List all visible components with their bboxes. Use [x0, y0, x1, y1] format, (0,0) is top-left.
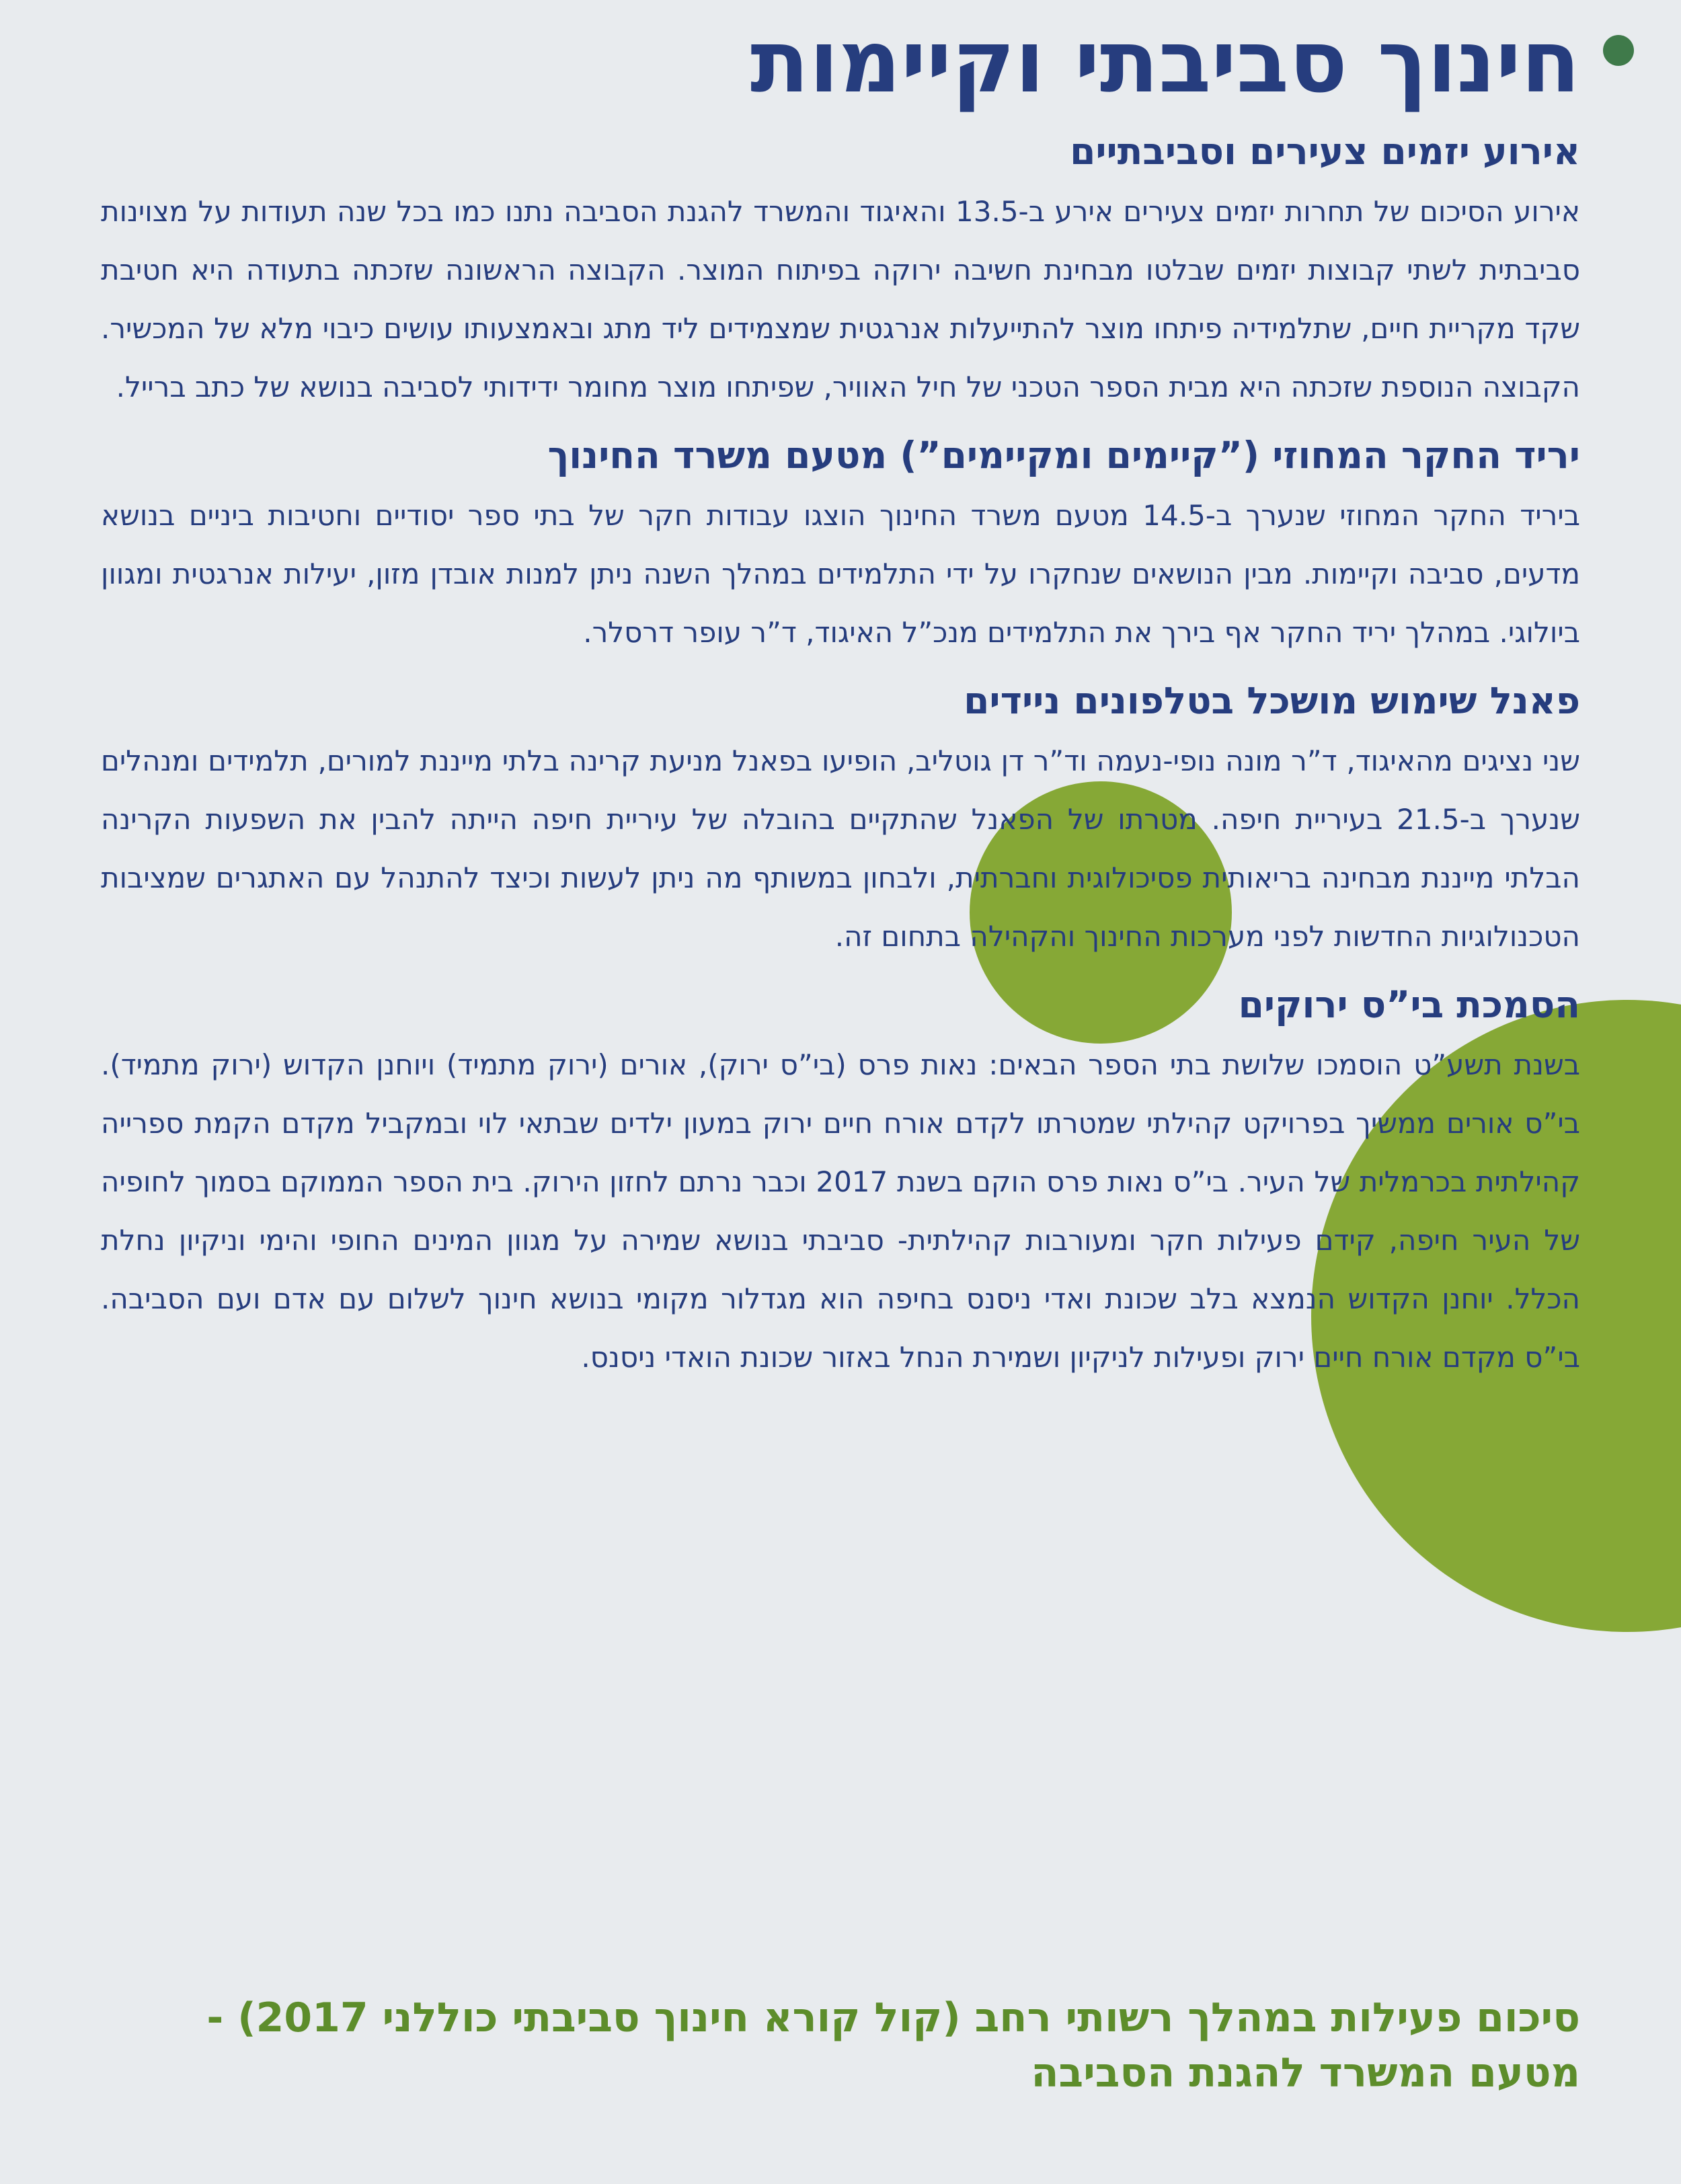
footer-heading: [101, 1990, 1580, 2101]
section-heading-research-fair: יריד החקר המחוזי (”קיימים ומקיימים”) מטעם משרד החינוך: [547, 434, 1580, 477]
footer-heading-line-1: סיכום פעילות במהלך רשותי רחב (קול קורא חינוך סביבתי כוללני 2017) -: [206, 1994, 1580, 2041]
bullet-dot-icon: [1603, 35, 1634, 66]
document-page: [101, 0, 1580, 1387]
section-text-research-fair: ביריד החקר המחוזי שנערך ב-14.5 מטעם משרד החינוך הוצגו עבודות חקר של בתי ספר יסודיים וחטיבות ביניים בנושא מדעים, סביבה וקיימות. מבין הנושאים שנחקרו על ידי התלמידים במהלך השנה ניתן למנות אובדן מזון, יעילות אנרגטית ומגוון ביולוגי. במהלך יריד החקר אף בירך את התלמידים מנכ”ל האיגוד, ד”ר עופר דרסלר.: [101, 499, 1580, 649]
title-row: [101, 0, 1580, 118]
footer-heading-line-2: מטעם המשרד להגנת הסביבה: [1031, 2050, 1580, 2097]
page-title: חינוך סביבתי וקיימות: [750, 11, 1580, 112]
section-heading-green-schools: הסמכת בי”ס ירוקים: [1238, 983, 1580, 1026]
section-heading-mobile-phones-panel: פאנל שימוש מושכל בטלפונים ניידים: [964, 679, 1580, 722]
section-text-young-entrepreneurs: אירוע הסיכום של תחרות יזמים צעירים אירע ב-13.5 והאיגוד והמשרד להגנת הסביבה נתנו כמו בכל שנה תעודות על מצוינות סביבתית לשתי קבוצות יזמים שבלטו מבחינת חשיבה ירוקה בפיתוח המוצר. הקבוצה הראשונה שזכתה בתעודה היא חטיבת שקד מקריית חיים, שתלמידיה פיתחו מוצר להתייעלות אנרגטית שמצמידים ליד מתג ובאמצעותו עושים כיבוי מלא של המכשיר. הקבוצה הנוספת שזכתה היא מבית הספר הטכני של חיל האוויר, שפיתחו מוצר מחומר ידידותי לסביבה בנושא של כתב ברייל.: [101, 195, 1581, 403]
section-heading-young-entrepreneurs: אירוע יזמים צעירים וסביבתיים: [1070, 130, 1580, 173]
section-text-green-schools: בשנת תשע”ט הוסמכו שלושת בתי הספר הבאים: נאות פרס (בי”ס ירוק), אורים (ירוק מתמיד) ויוחנן הקדוש (ירוק מתמיד). בי”ס אורים ממשיך בפרויקט קהילתי שמטרתו לקדם אורח חיים ירוק במעון ילדים שבתאי לוי ובמקביל מקדם הקמת ספרייה קהילתית בכרמלית של העיר. בי”ס נאות פרס הוקם בשנת 2017 וכבר נרתם לחזון הירוק. בית הספר הממוקם בסמוך לחופיה של העיר חיפה, קידם פעילות חקר ומעורבות קהילתית- סביבתי בנושא שמירה על מגוון המינים החופי והימי וניקיון נחלת הכלל. יוחנן הקדוש הנמצא בלב שכונת ואדי ניסנס בחיפה הוא מגדלור מקומי בנושא חינוך לשלום עם אדם ועם הסביבה. בי”ס מקדם אורח חיים ירוק ופעילות לניקיון ושמירת הנחל באזור שכונת הואדי ניסנס.: [101, 1048, 1580, 1374]
section-text-mobile-phones-panel: שני נציגים מהאיגוד, ד”ר מונה נופי-נעמה וד”ר דן גוטליב, הופיעו בפאנל מניעת קרינה בלתי מייננת למורים, תלמידים ומנהלים שנערך ב-21.5 בעיריית חיפה. מטרתו של הפאנל שהתקיים בהובלה של עיריית חיפה הייתה להבין את השפעות הקרינה הבלתי מייננת מבחינה בריאותית פסיכולוגית וחברתית, ולבחון במשותף מה ניתן לעשות וכיצד להתנהל עם האתגרים שמציבות הטכנולוגיות החדשות לפני מערכות החינוך והקהילה בתחום זה.: [101, 744, 1580, 953]
